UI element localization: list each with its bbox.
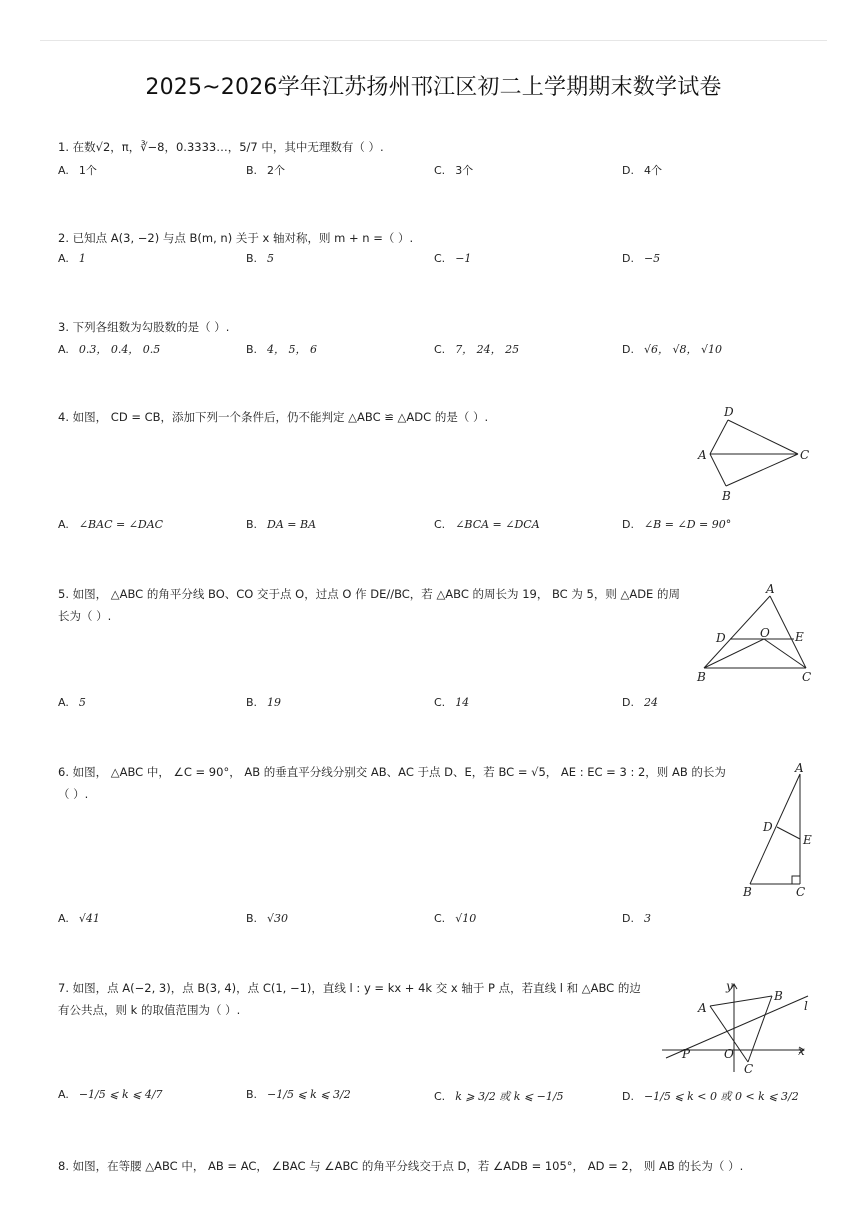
- option-a[interactable]: A. √41: [58, 912, 100, 925]
- figure-label: B: [743, 885, 752, 899]
- option-b[interactable]: B. 5: [246, 252, 275, 265]
- option-c[interactable]: C. ∠BCA = ∠DCA: [434, 518, 540, 531]
- figure-label: A: [698, 448, 707, 462]
- figure-label: B: [774, 989, 783, 1003]
- option-a[interactable]: A. 1个: [58, 164, 97, 177]
- option-b[interactable]: B. 2个: [246, 164, 286, 177]
- question-text: 3. 下列各组数为勾股数的是（ ）.: [58, 320, 230, 334]
- option-b[interactable]: B. √30: [246, 912, 289, 925]
- top-divider: [40, 40, 827, 41]
- option-a[interactable]: A. −1/5 ⩽ k ⩽ 4/7: [58, 1088, 163, 1101]
- option-d[interactable]: D. 24: [622, 696, 658, 709]
- figure-label: C: [796, 885, 806, 899]
- option-a[interactable]: A. 1: [58, 252, 86, 265]
- figure-label: C: [800, 448, 810, 462]
- option-d[interactable]: D. 3: [622, 912, 651, 925]
- figure-label: B: [697, 670, 706, 684]
- question-text: 2. 已知点 A(3, −2) 与点 B(m, n) 关于 x 轴对称，则 m + n =（ ）.: [58, 231, 414, 245]
- figure-label: A: [766, 582, 775, 596]
- question-4: [58, 406, 488, 428]
- question-2-options: [58, 252, 818, 272]
- figure-label: B: [722, 489, 731, 503]
- question-text: 8. 如图，在等腰 △ABC 中， AB = AC， ∠BAC 与 ∠ABC 的角平分线交于点 D，若 ∠ADB = 105°， AD = 2， 则 AB 的长为（ ）.: [58, 1159, 744, 1173]
- question-5-options: [58, 696, 818, 716]
- option-b[interactable]: B. DA = BA: [246, 518, 317, 531]
- question-3-options: [58, 341, 818, 361]
- option-c[interactable]: C. −1: [434, 252, 472, 265]
- option-b[interactable]: B. 19: [246, 696, 282, 709]
- option-b[interactable]: B. −1/5 ⩽ k ⩽ 3/2: [246, 1088, 351, 1101]
- figure-label: D: [763, 820, 773, 834]
- question-7: [58, 977, 643, 1021]
- figure-label: D: [716, 631, 726, 645]
- figure-label: A: [698, 1001, 707, 1015]
- figure-q7: [658, 978, 816, 1074]
- option-a[interactable]: A. 5: [58, 696, 86, 709]
- option-d[interactable]: D. 4个: [622, 164, 662, 177]
- question-2: [58, 227, 413, 249]
- question-text: 7. 如图，点 A(−2, 3)，点 B(3, 4)，点 C(1, −1)，直线 l : y = kx + 4k 交 x 轴于 P 点，若直线 l 和 △ABC 的边有公共点，则 k 的取值范围为（ ）.: [58, 981, 641, 1017]
- figure-label: l: [804, 999, 808, 1013]
- question-7-options: [58, 1088, 818, 1108]
- figure-label: E: [795, 630, 804, 644]
- figure-label: O: [724, 1047, 734, 1061]
- figure-q6: [736, 760, 816, 902]
- question-1-options: [58, 162, 818, 182]
- option-d[interactable]: D. √6， √8， √10: [622, 343, 722, 356]
- option-a[interactable]: A. 0.3， 0.4， 0.5: [58, 343, 161, 356]
- question-text: 5. 如图， △ABC 的角平分线 BO、CO 交于点 O，过点 O 作 DE//BC，若 △ABC 的周长为 19， BC 为 5，则 △ADE 的周长为（ ）.: [58, 587, 680, 623]
- option-d[interactable]: D. −1/5 ⩽ k < 0 或 0 < k ⩽ 3/2: [622, 1090, 799, 1103]
- option-d[interactable]: D. −5: [622, 252, 661, 265]
- figure-label: y: [726, 979, 733, 993]
- option-b[interactable]: B. 4， 5， 6: [246, 343, 318, 356]
- figure-q4: [694, 402, 814, 506]
- question-3: [58, 316, 229, 338]
- figure-label: D: [724, 405, 734, 419]
- question-text: 1. 在数√2，π，∛−8，0.3333…，5/7 中，其中无理数有（ ）.: [58, 140, 384, 154]
- figure-q5: [694, 582, 818, 686]
- option-c[interactable]: C. 14: [434, 696, 470, 709]
- figure-label: E: [803, 833, 812, 847]
- figure-label: P: [682, 1047, 691, 1061]
- question-8: [58, 1155, 743, 1177]
- figure-label: x: [798, 1044, 805, 1058]
- option-c[interactable]: C. √10: [434, 912, 477, 925]
- question-5: [58, 583, 688, 627]
- option-c[interactable]: C. k ⩾ 3/2 或 k ⩽ −1/5: [434, 1090, 564, 1103]
- question-4-options: [58, 518, 818, 538]
- question-1: [58, 136, 384, 158]
- figure-label: C: [802, 670, 812, 684]
- option-c[interactable]: C. 3个: [434, 164, 474, 177]
- figure-label: C: [744, 1062, 754, 1074]
- figure-label: A: [795, 761, 804, 775]
- option-a[interactable]: A. ∠BAC = ∠DAC: [58, 518, 164, 531]
- option-c[interactable]: C. 7， 24， 25: [434, 343, 520, 356]
- page-title: 2025~2026学年江苏扬州邗江区初二上学期期末数学试卷: [145, 75, 722, 100]
- question-6-options: [58, 912, 818, 932]
- option-d[interactable]: D. ∠B = ∠D = 90°: [622, 518, 732, 531]
- question-text: 6. 如图， △ABC 中， ∠C = 90°， AB 的垂直平分线分别交 AB、AC 于点 D、E，若 BC = √5， AE : EC = 3 : 2，则 AB 的长为（ ）.: [58, 765, 726, 801]
- figure-label: O: [760, 626, 770, 640]
- question-6: [58, 761, 728, 805]
- question-text: 4. 如图， CD = CB，添加下列一个条件后，仍不能判定 △ABC ≌ △ADC 的是（ ）.: [58, 410, 489, 424]
